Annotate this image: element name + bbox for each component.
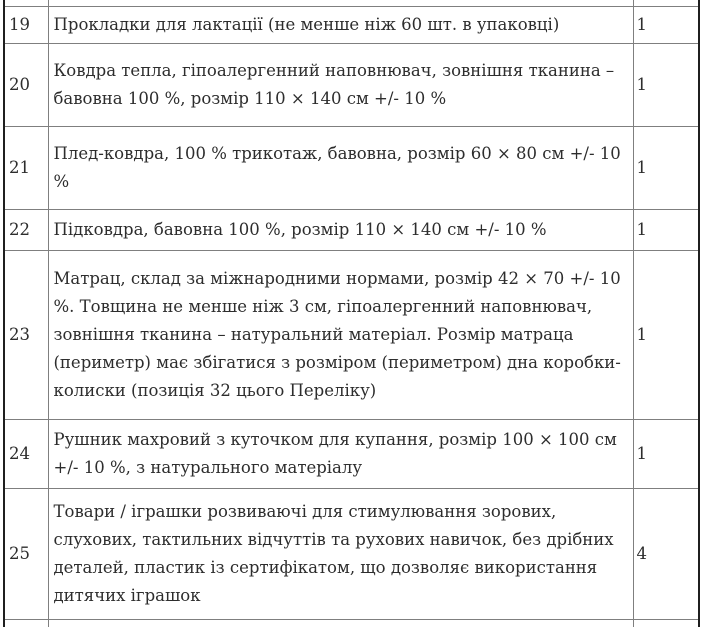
item-description-cell: Ковдра тепла, гіпоалергенний наповнювач, зовнішня тканина – бавовна 100 %, розмір 110 × 140 см +/- 10 %: [48, 43, 633, 126]
item-quantity-cell: 1: [633, 126, 699, 209]
table-row-21: [4, 126, 699, 209]
item-description-cell: Плед-ковдра, 100 % трикотаж, бавовна, розмір 60 × 80 см +/- 10 %: [48, 126, 633, 209]
item-description-cell: Товари / іграшки розвиваючі для стимулювання зорових, слухових, тактильних відчуттів та рухових навичок, без дрібних деталей, пластик із сертифікатом, що дозволяє використання дитячих іграшок: [48, 488, 633, 619]
item-number-cell: 20: [4, 43, 48, 126]
table-row-19: [4, 6, 699, 43]
item-number-cell: 25: [4, 488, 48, 619]
table-row-23: [4, 250, 699, 419]
table-row-24: [4, 419, 699, 488]
item-description-cell: Матрац, склад за міжнародними нормами, розмір 42 × 70 +/- 10 %. Товщина не менше ніж 3 см, гіпоалергенний наповнювач, зовнішня тканина – натуральний матеріал. Розмір матраца (периметр) має збігатися з розміром (периметром) дна коробки-колиски (позиція 32 цього Переліку): [48, 250, 633, 419]
table-row-22: [4, 209, 699, 250]
item-number-cell: 23: [4, 250, 48, 419]
partial-cell: [4, 619, 48, 627]
item-quantity-cell: 1: [633, 6, 699, 43]
item-description-cell: Прокладки для лактації (не менше ніж 60 шт. в упаковці): [48, 6, 633, 43]
item-quantity-cell: 1: [633, 419, 699, 488]
partial-row-bottom: [4, 619, 699, 627]
table-row-20: [4, 43, 699, 126]
table-row-25: [4, 488, 699, 619]
partial-cell: [48, 619, 633, 627]
item-quantity-cell: 1: [633, 209, 699, 250]
item-number-cell: 19: [4, 6, 48, 43]
item-number-cell: 21: [4, 126, 48, 209]
items-table: [3, 0, 700, 627]
partial-cell: [633, 619, 699, 627]
item-quantity-cell: 4: [633, 488, 699, 619]
item-description-cell: Рушник махровий з куточком для купання, розмір 100 × 100 см +/- 10 %, з натурального матеріалу: [48, 419, 633, 488]
item-description-cell: Підковдра, бавовна 100 %, розмір 110 × 140 см +/- 10 %: [48, 209, 633, 250]
item-quantity-cell: 1: [633, 250, 699, 419]
item-number-cell: 24: [4, 419, 48, 488]
item-quantity-cell: 1: [633, 43, 699, 126]
item-number-cell: 22: [4, 209, 48, 250]
